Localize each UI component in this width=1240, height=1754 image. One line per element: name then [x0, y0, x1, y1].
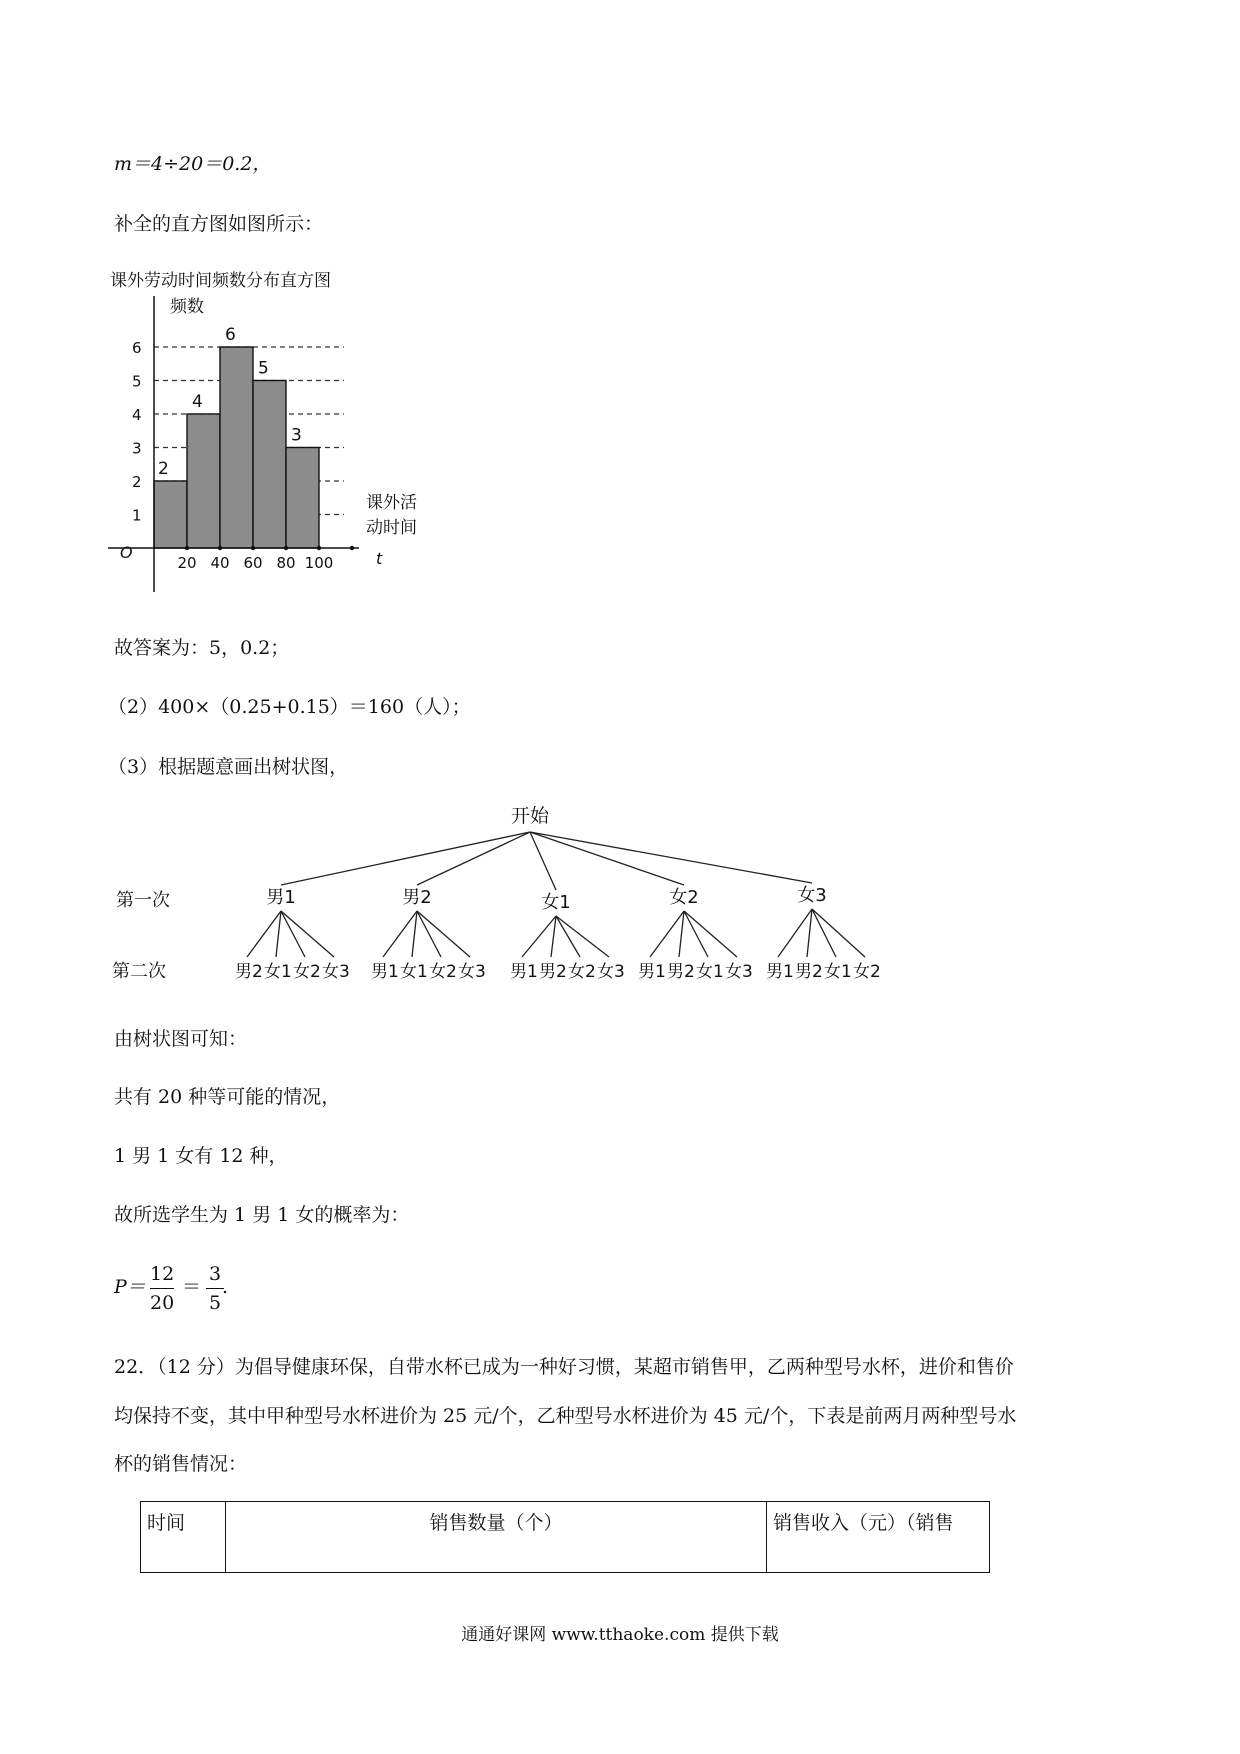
tree-root: 开始 [510, 805, 550, 827]
child-edge-0-0 [247, 911, 281, 957]
leaf-3-2: 女1 [696, 962, 724, 982]
leaf-3-3: 女3 [725, 962, 753, 982]
child-edge-1-1 [412, 911, 417, 957]
level2-label: 第二次 [112, 961, 166, 982]
x-axis-label-line2: 动时间 [366, 518, 417, 538]
x-tick-80: 80 [276, 554, 296, 572]
x-axis-label-line1: 课外活 [366, 493, 417, 513]
child-edge-2-1 [551, 916, 556, 957]
p-label: P＝ [114, 1276, 146, 1298]
leaf-0-1: 女1 [264, 962, 292, 982]
bar-label-3: 5 [258, 358, 269, 379]
y-tick-5: 5 [132, 372, 142, 391]
bar-label-1: 4 [192, 392, 203, 412]
part2-text: （2）400×（0.25+0.15）＝160（人）； [108, 696, 471, 718]
bar-1 [187, 414, 220, 548]
equals-sign: ＝ [182, 1276, 202, 1298]
child-edge-4-3 [812, 909, 865, 957]
m-formula [114, 152, 271, 176]
x-tick-20: 20 [177, 554, 197, 572]
prob-intro-text: 故所选学生为 1 男 1 女的概率为： [114, 1204, 410, 1226]
fraction-12-20 [150, 1262, 174, 1315]
leaf-4-2: 女1 [824, 962, 852, 982]
x-tick-40: 40 [210, 554, 230, 572]
root-edge-4 [530, 832, 812, 883]
y-tick-3: 3 [132, 439, 142, 458]
complete-histogram-text: 补全的直方图如图所示： [114, 213, 324, 235]
bar-label-0: 2 [158, 459, 169, 479]
chart-title: 课外劳动时间频数分布直方图 [110, 271, 331, 291]
period: . [222, 1276, 229, 1298]
sales-table [140, 1501, 990, 1573]
child-edge-4-2 [812, 909, 836, 957]
leaf-4-1: 男2 [795, 962, 823, 982]
leaf-1-2: 女2 [429, 962, 457, 982]
origin-label: O [120, 543, 133, 562]
leaf-1-1: 女1 [400, 962, 428, 982]
leaf-3-1: 男2 [667, 962, 695, 982]
q22-line3: 杯的销售情况： [114, 1453, 248, 1475]
m-variable: m＝4÷20＝0.2， [114, 153, 272, 175]
header-revenue: 销售收入（元）（销售 [767, 1502, 990, 1573]
leaf-2-3: 女3 [597, 962, 625, 982]
child-edge-0-2 [281, 911, 305, 957]
y-tick-6: 6 [132, 339, 142, 357]
child-edge-2-3 [556, 916, 609, 957]
leaf-3-0: 男1 [638, 962, 666, 982]
child-edge-3-3 [684, 911, 737, 957]
child-edge-3-0 [650, 911, 684, 957]
child-edge-0-3 [281, 911, 334, 957]
tree-labels [112, 805, 881, 982]
root-edge-0 [281, 832, 530, 885]
child-edge-1-0 [383, 911, 417, 957]
total-cases-text: 共有 20 种等可能的情况， [114, 1086, 341, 1108]
x-tick-dot-60 [251, 546, 255, 550]
fraction-bar [150, 1288, 174, 1289]
leaf-4-0: 男1 [766, 962, 794, 982]
from-tree-text: 由树状图可知： [114, 1028, 248, 1050]
x-tick-dot-80 [284, 546, 288, 550]
y-tick-1: 1 [132, 506, 142, 525]
y-tick-2: 2 [132, 473, 142, 491]
page-footer: 通通好课网 www.tthaoke.com 提供下载 [461, 1625, 779, 1645]
x-tick-dot-100 [317, 546, 321, 550]
q22-line2: 均保持不变，其中甲种型号水杯进价为 25 元/个，乙种型号水杯进价为 45 元/个，下表是前两月两种型号水 [114, 1405, 1017, 1427]
x-tick-60: 60 [243, 554, 263, 572]
table-header-row [141, 1502, 990, 1573]
numerator: 12 [150, 1263, 175, 1285]
bar-2 [220, 347, 253, 548]
header-time: 时间 [141, 1502, 226, 1573]
leaf-1-0: 男1 [371, 962, 399, 982]
child-edge-1-3 [417, 911, 470, 957]
child-edge-3-1 [679, 911, 684, 957]
x-tick-dot-40 [218, 546, 222, 550]
x-tick-dot-20 [185, 546, 189, 550]
root-edge-2 [530, 832, 556, 890]
root-edge-1 [417, 832, 530, 885]
leaf-2-2: 女2 [568, 962, 596, 982]
child-edge-3-2 [684, 911, 708, 957]
x-axis-variable: t [376, 549, 383, 568]
branch-4: 女3 [797, 885, 827, 906]
q22-line1: 22．（12 分）为倡导健康环保，自带水杯已成为一种好习惯，某超市销售甲，乙两种型号水杯，进价和售价 [114, 1356, 1014, 1378]
bars [154, 325, 319, 548]
child-edge-2-2 [556, 916, 580, 957]
header-quantity: 销售数量（个） [226, 1502, 767, 1573]
denominator: 5 [208, 1292, 222, 1314]
leaf-0-2: 女2 [293, 962, 321, 982]
tree-diagram [100, 800, 900, 1000]
branch-3: 女2 [669, 887, 699, 908]
child-edge-4-0 [778, 909, 812, 957]
denominator: 20 [150, 1292, 175, 1314]
bar-label-2: 6 [225, 325, 236, 345]
numerator: 3 [208, 1263, 222, 1285]
bar-3 [253, 381, 286, 549]
cases-1m1f-text: 1 男 1 女有 12 种， [114, 1145, 288, 1167]
answer-1: 故答案为：5，0.2； [114, 637, 290, 659]
bar-label-4: 3 [291, 425, 302, 446]
branch-2: 女1 [541, 892, 571, 913]
bar-0 [154, 481, 187, 548]
histogram-chart [104, 262, 444, 602]
root-edge-3 [530, 832, 684, 885]
leaf-4-3: 女2 [853, 962, 881, 982]
child-edge-2-0 [522, 916, 556, 957]
bar-4 [286, 448, 319, 549]
child-edge-4-1 [807, 909, 812, 957]
x-tick-100: 100 [304, 554, 334, 572]
leaf-2-1: 男2 [539, 962, 567, 982]
x-tick-dot-extra [350, 546, 354, 550]
part3-text: （3）根据题意画出树状图， [108, 756, 349, 778]
y-axis-label: 频数 [170, 297, 204, 317]
leaf-0-3: 女3 [322, 962, 350, 982]
branch-1: 男2 [402, 887, 432, 908]
level1-label: 第一次 [116, 890, 170, 911]
leaf-0-0: 男2 [235, 962, 263, 982]
y-tick-4: 4 [132, 406, 142, 424]
leaf-1-3: 女3 [458, 962, 486, 982]
child-edge-1-2 [417, 911, 441, 957]
child-edge-0-1 [276, 911, 281, 957]
branch-0: 男1 [266, 887, 296, 908]
leaf-2-0: 男1 [510, 962, 538, 982]
